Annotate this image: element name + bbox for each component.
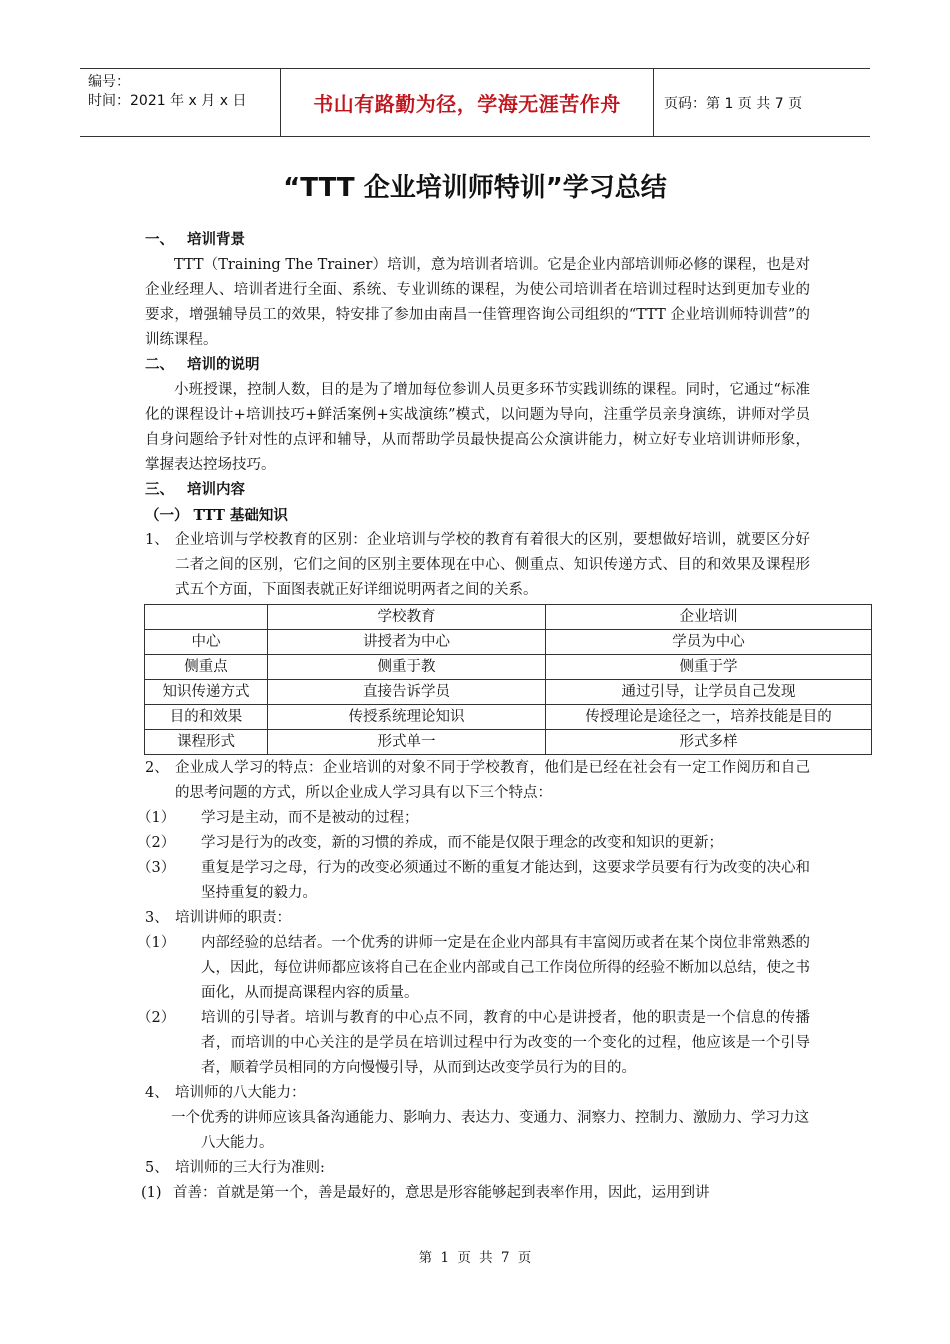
doc-time-label: 时间：2021 年 x 月 x 日 [88, 93, 247, 109]
sub-item-text: 重复是学习之母，行为的改变必须通过不断的重复才能达到，这要求学员要有行为改变的决心和坚持重复的毅力。 [201, 860, 810, 901]
section-title: 培训背景 [187, 232, 245, 248]
item-text: 培训讲师的职责： [175, 910, 291, 926]
sub-item-number: （2） [137, 835, 176, 851]
list-item-4 [145, 1081, 810, 1106]
item-number: 4、 [145, 1085, 169, 1101]
document-body [137, 228, 832, 1206]
sub-item-text: 内部经验的总结者。一个优秀的讲师一定是在企业内部具有丰富阅历或者在某个岗位非常熟悉的人，因此，每位讲师都应该将自己在企业内部或自己工作岗位所得的经验不断加以总结，使之书面化，从而提高课程内容的质量。 [201, 935, 810, 1001]
item-text: 培训师的三大行为准则: [175, 1160, 325, 1176]
table-cell: 传授理论是途径之一，培养技能是目的 [546, 705, 872, 730]
item-number: 5、 [145, 1160, 169, 1176]
section-paragraph-2: 小班授课，控制人数，目的是为了增加每位参训人员更多环节实践训练的课程。同时，它通过“标准化的课程设计+培训技巧+鲜活案例+实战演练”模式，以问题为导向，注重学员亲身演练，讲师对学员自身问题给予针对性的点评和辅导，从而帮助学员最快提高公众演讲能力，树立好专业培训讲师形象，掌握表达控场技巧。 [145, 382, 810, 473]
sub-item-text: 培训的引导者。培训与教育的中心点不同，教育的中心是讲授者，他的职责是一个信息的传播者，而培训的中心关注的是学员在培训过程中行为改变的一个变化的过程，他应该是一个引导者，顺着学员相同的方向慢慢引导，从而到达改变学员行为的目的。 [201, 1010, 810, 1076]
list-item-1 [145, 528, 810, 603]
sub-item [137, 856, 810, 906]
item-text: 企业培训与学校教育的区别：企业培训与学校的教育有着很大的区别，要想做好培训，就要区分好二者之间的区别，它们之间的区别主要体现在中心、侧重点、知识传递方式、目的和效果及课程形式五个方面，下面图表就正好详细说明两者之间的关系。 [175, 532, 810, 598]
list-item-2 [145, 756, 810, 806]
sub-item-number: （1） [137, 935, 176, 951]
section-title: 培训内容 [187, 482, 245, 498]
item-text: 培训师的八大能力： [175, 1085, 306, 1101]
table-cell: 形式多样 [546, 730, 872, 755]
sub-item-number: （2） [137, 1010, 176, 1026]
section-heading-3 [145, 478, 810, 503]
table-row [145, 630, 872, 655]
list-item-3 [145, 906, 810, 931]
table-cell: 目的和效果 [145, 705, 268, 730]
item-paragraph: 一个优秀的讲师应该具备沟通能力、影响力、表达力、变通力、洞察力、控制力、激励力、学习力这八大能力。 [171, 1110, 809, 1151]
table-cell: 课程形式 [145, 730, 268, 755]
table-cell: 讲授者为中心 [268, 630, 546, 655]
table-cell: 侧重于教 [268, 655, 546, 680]
header-table [80, 68, 870, 137]
section-title: 培训的说明 [187, 357, 260, 373]
table-cell: 侧重点 [145, 655, 268, 680]
item-number: 3、 [145, 910, 169, 926]
sub-item-number: (1) [141, 1185, 162, 1201]
subsection-heading: （一） TTT 基础知识 [145, 507, 288, 524]
item-text: 企业成人学习的特点：企业培训的对象不同于学校教育，他们是已经在社会有一定工作阅历和自己的思考问题的方式，所以企业成人学习具有以下三个特点： [175, 760, 810, 801]
table-cell: 直接告诉学员 [268, 680, 546, 705]
sub-item [137, 806, 810, 831]
table-cell: 知识传递方式 [145, 680, 268, 705]
sub-item [137, 931, 810, 1006]
sub-item [141, 1181, 810, 1206]
table-header-row [145, 605, 872, 630]
sub-item-text: 学习是行为的改变，新的习惯的养成，而不能是仅限于理念的改变和知识的更新； [201, 835, 723, 851]
item-number: 2、 [145, 760, 169, 776]
table-cell: 侧重于学 [546, 655, 872, 680]
table-cell: 学员为中心 [546, 630, 872, 655]
table-row [145, 680, 872, 705]
table-row [145, 655, 872, 680]
document-title: “TTT 企业培训师特训”学习总结 [283, 173, 667, 203]
section-number: 三、 [145, 482, 174, 498]
sub-item-text: 学习是主动，而不是被动的过程； [201, 810, 419, 826]
sub-item-number: （1） [137, 810, 176, 826]
list-item-5 [145, 1156, 810, 1181]
section-number: 一、 [145, 232, 174, 248]
table-row [145, 705, 872, 730]
page-footer: 第 1 页 共 7 页 [418, 1250, 532, 1266]
sub-item [137, 1006, 810, 1081]
item-number: 1、 [145, 532, 169, 548]
table-cell: 形式单一 [268, 730, 546, 755]
sub-item-number: （3） [137, 860, 176, 876]
table-header-cell [145, 605, 268, 630]
comparison-table [144, 604, 872, 755]
table-cell: 传授系统理论知识 [268, 705, 546, 730]
table-row [145, 730, 872, 755]
section-number: 二、 [145, 357, 174, 373]
sub-item [137, 831, 810, 856]
table-cell: 中心 [145, 630, 268, 655]
table-cell: 通过引导，让学员自己发现 [546, 680, 872, 705]
table-header-cell: 企业培训 [546, 605, 872, 630]
header-meta [80, 69, 281, 136]
table-header-cell: 学校教育 [268, 605, 546, 630]
section-paragraph-1: TTT（Training The Trainer）培训，意为培训者培训。它是企业内部培训师必修的课程，也是对企业经理人、培训者进行全面、系统、专业训练的课程，为使公司培训者在培训过程时达到更加专业的要求，增强辅导员工的效果，特安排了参加由南昌一佳管理咨询公司组织的“TTT 企业培训师特训营”的训练课程。 [145, 257, 810, 348]
section-heading-2 [145, 353, 810, 378]
header-motto: 书山有路勤为径，学海无涯苦作舟 [281, 69, 654, 136]
section-heading-1 [145, 228, 810, 253]
header-page-label: 页码：第 1 页 共 7 页 [664, 95, 803, 112]
sub-item-text: 首善：首就是第一个，善是最好的，意思是形容能够起到表率作用，因此，运用到讲 [173, 1185, 710, 1201]
doc-number-label: 编号： [88, 74, 130, 90]
